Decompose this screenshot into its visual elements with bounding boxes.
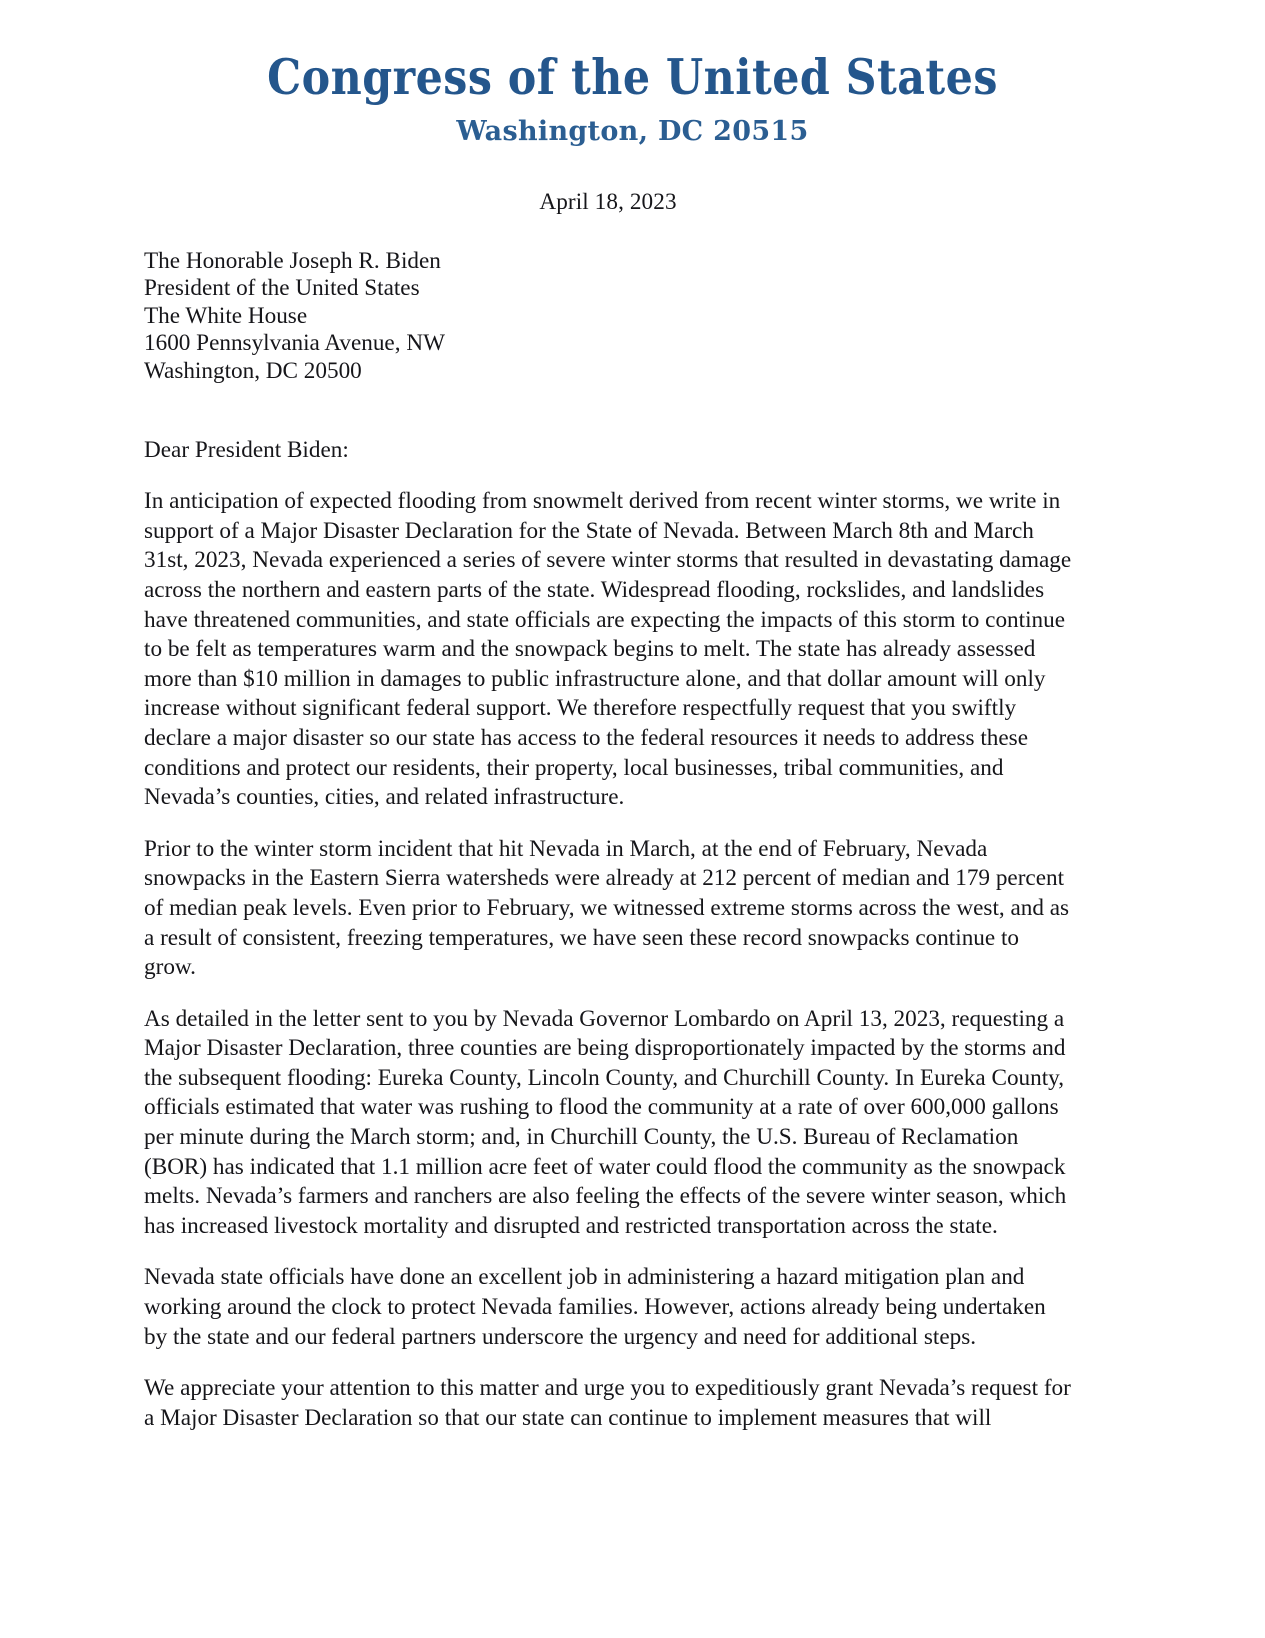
addressee-line: The Honorable Joseph R. Biden xyxy=(144,247,441,274)
addressee-line: 1600 Pennsylvania Avenue, NW xyxy=(144,330,445,357)
letterhead-title: Congress of the United States xyxy=(267,48,998,106)
addressee-line: The White House xyxy=(144,302,308,329)
addressee-block xyxy=(144,248,1072,386)
letterhead-subtitle: Washington, DC 20515 xyxy=(456,115,809,147)
body-paragraph: In anticipation of expected flooding from snowmelt derived from recent winter storms, we write in support of a Major Disaster Declaration for the State of Nevada. Between March 8th and March 31st, 2023, Nevada experienced a series of severe winter storms that resulted in devastating damage across the northern and eastern parts of the state. Widespread flooding, rockslides, and landslides have threatened communities, and state officials are expecting the impacts of this storm to continue to be felt as temperatures warm and the snowpack begins to melt. The state has already assessed more than $10 million in damages to public infrastructure alone, and that dollar amount will only increase without significant federal support. We therefore respectfully request that you swiftly declare a major disaster so our state has access to the federal resources it needs to address these conditions and protect our residents, their property, local businesses, tribal communities, and Nevada’s counties, cities, and related infrastructure. xyxy=(144,488,1072,811)
date-line: April 18, 2023 xyxy=(539,189,677,215)
addressee-line: President of the United States xyxy=(144,275,420,302)
body-paragraph: Nevada state officials have done an excellent job in administering a hazard mitigation plan and working around the clock to protect Nevada families. However, actions already being undertaken by the state and our federal partners underscore the urgency and need for additional steps. xyxy=(144,1264,1046,1350)
body-paragraph: Prior to the winter storm incident that hit Nevada in March, at the end of February, Nevada snowpacks in the Eastern Sierra watersheds were already at 212 percent of median and 179 percent of median peak levels. Even prior to February, we witnessed extreme storms across the west, and as a result of consistent, freezing temperatures, we have seen these record snowpacks continue to grow. xyxy=(144,835,1070,981)
letter-body xyxy=(144,0,1072,1433)
addressee-line: Washington, DC 20500 xyxy=(144,358,362,385)
salutation: Dear President Biden: xyxy=(144,436,349,463)
body-paragraph: As detailed in the letter sent to you by Nevada Governor Lombardo on April 13, 2023, requesting a Major Disaster Declaration, three counties are being disproportionately impacted by the storms and the subsequent flooding: Eureka County, Lincoln County, and Churchill County. In Eureka County, officials estimated that water was rushing to flood the community at a rate of over 600,000 gallons per minute during the March storm; and, in Churchill County, the U.S. Bureau of Reclamation (BOR) has indicated that 1.1 million acre feet of water could flood the community as the snowpack melts. Nevada’s farmers and ranchers are also feeling the effects of the severe winter season, which has increased livestock mortality and disrupted and restricted transportation across the state. xyxy=(144,1005,1067,1239)
body-paragraph: We appreciate your attention to this matter and urge you to expeditiously grant Nevada’s request for a Major Disaster Declaration so that our state can continue to implement measures that will xyxy=(144,1375,1071,1431)
